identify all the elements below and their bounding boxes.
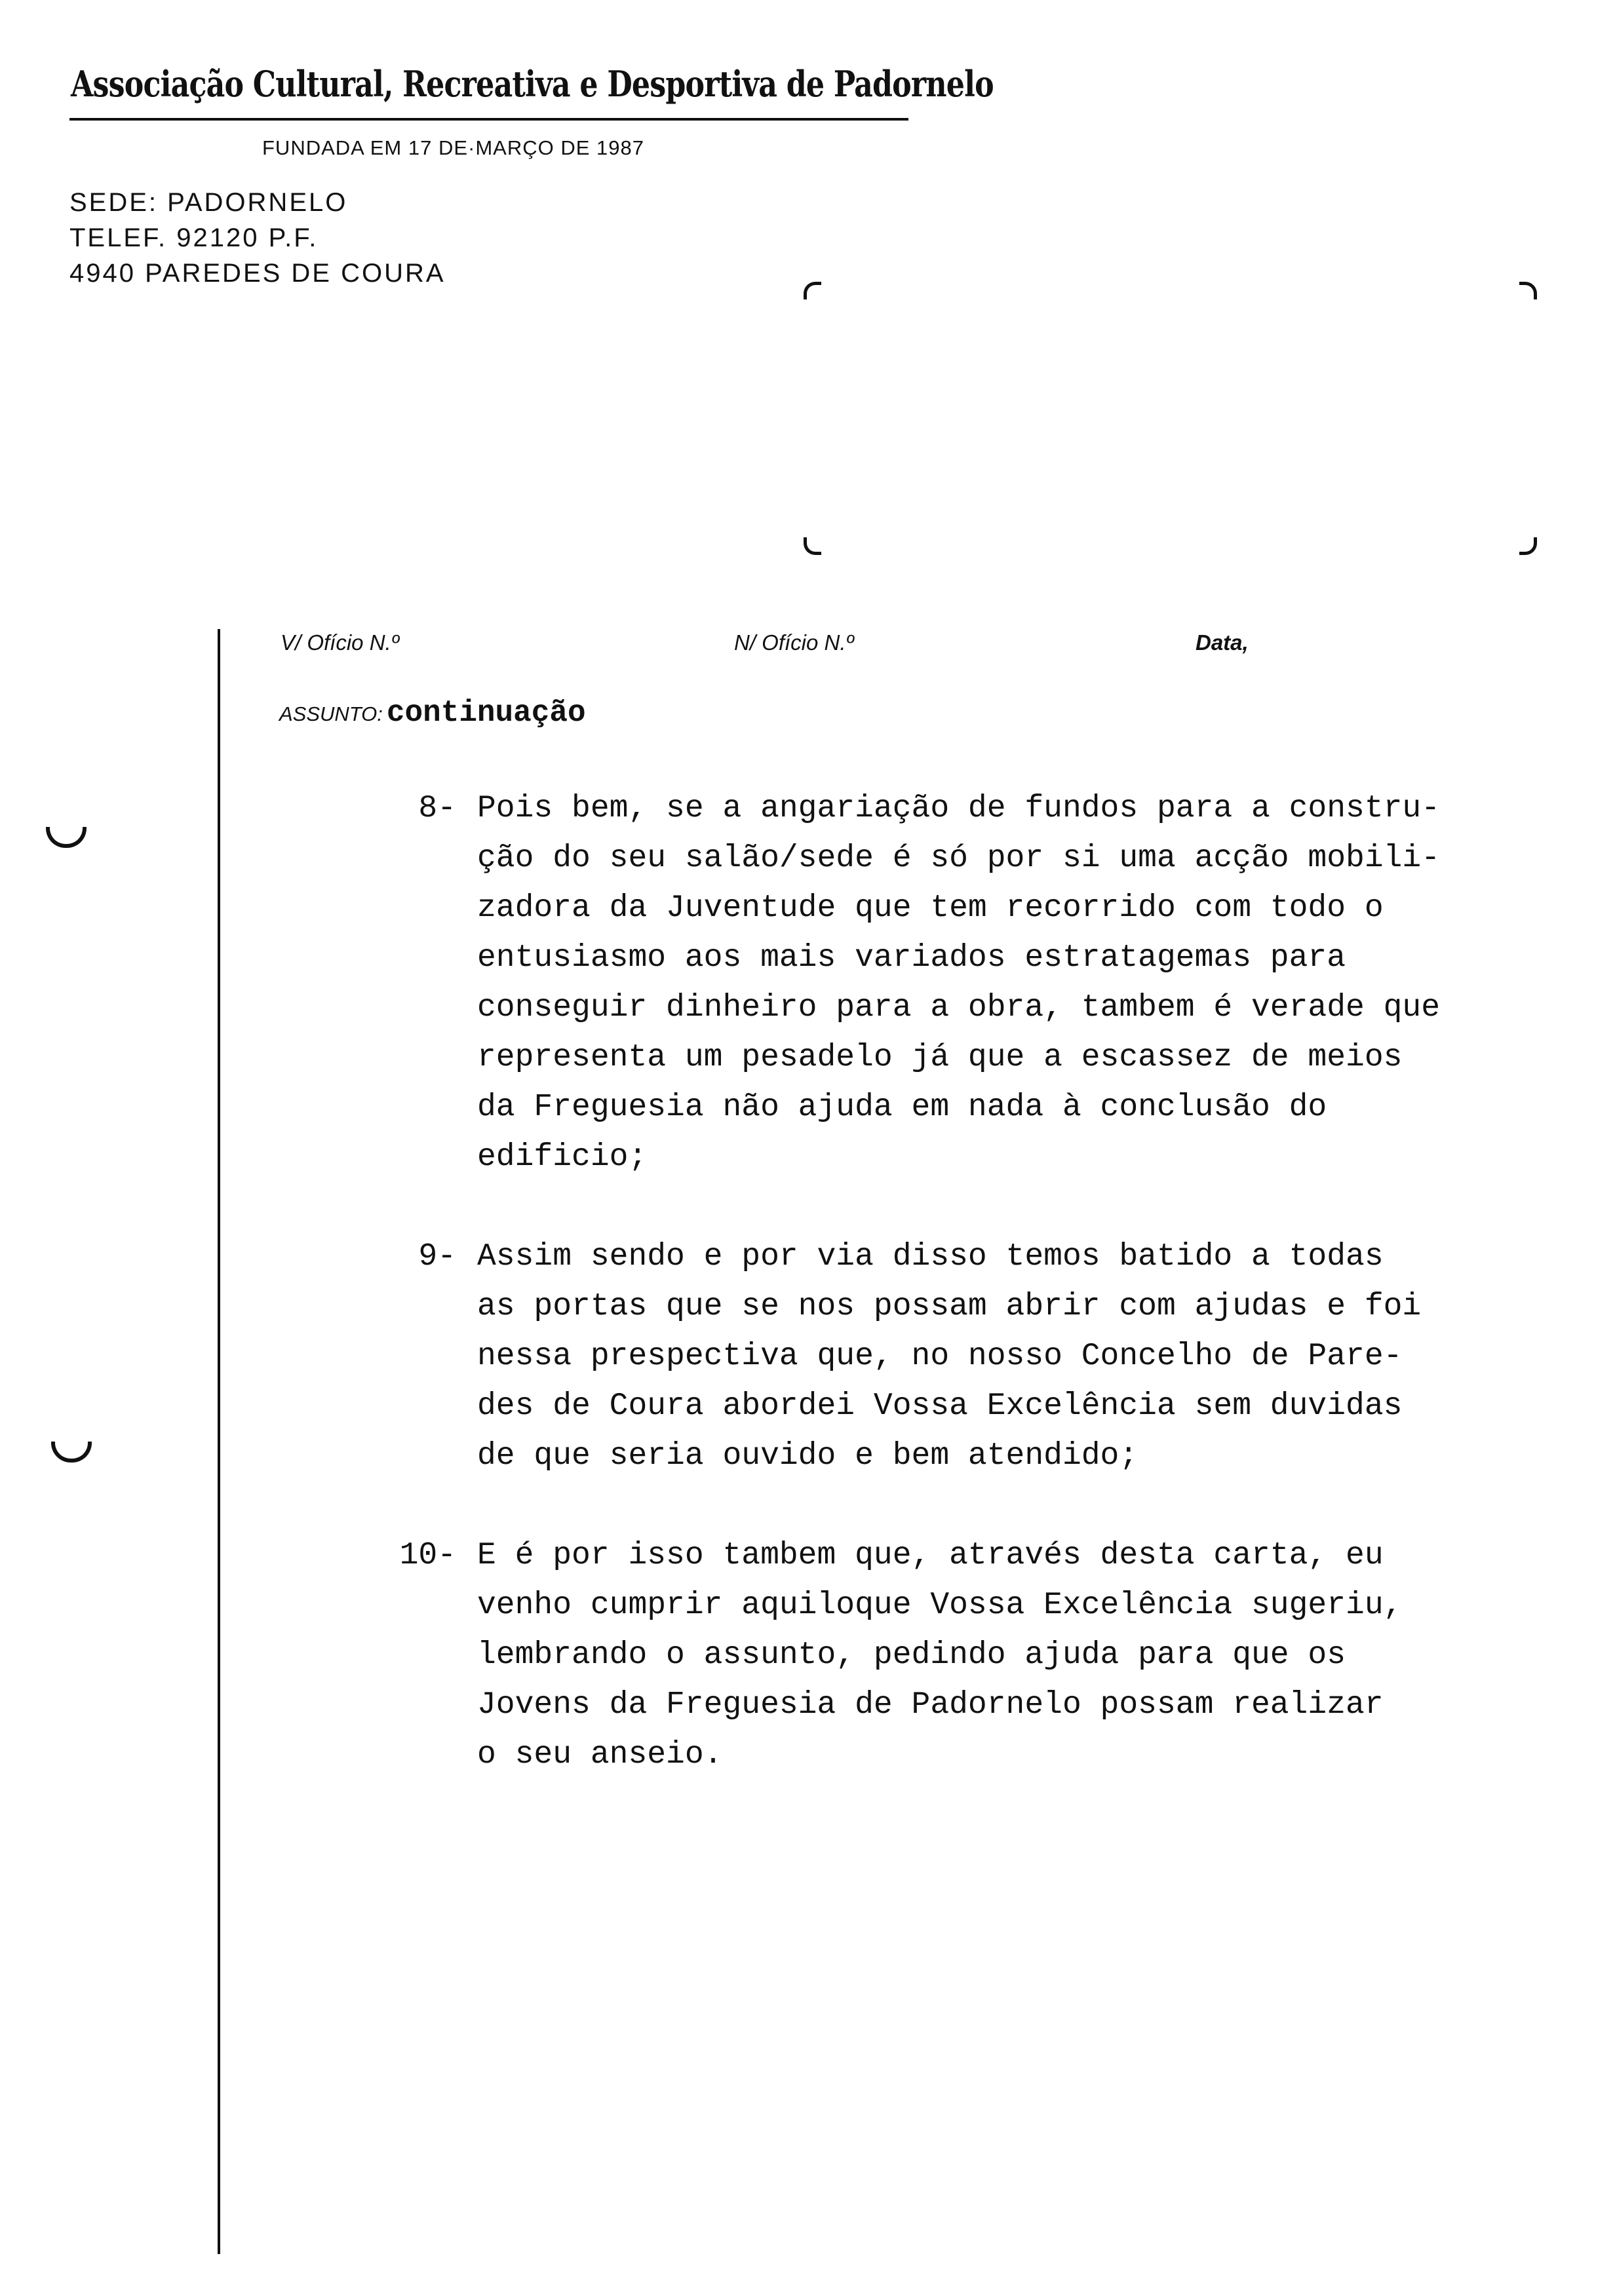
numbered-paragraph	[393, 784, 1547, 1182]
paragraph-text: Pois bem, se a angariação de fundos para a constru- ção do seu salão/sede é só por si uma acção mobili- zadora da Juventude que tem recorrido com todo o entusiasmo aos mais variados estratagemas para conseguir dinheiro para a obra, tambem é verade que representa um pesadelo já que a escassez de meios da Freguesia não ajuda em nada à conclusão do edificio;	[477, 791, 1441, 1175]
address-line-sede: SEDE: PADORNELO	[69, 188, 348, 217]
punch-hole-mark	[46, 827, 87, 848]
subject-label: ASSUNTO:	[279, 702, 383, 725]
paragraph-text: E é por isso tambem que, através desta carta, eu venho cumprir aquiloque Vossa Excelência sugeriu, lembrando o assunto, pedindo ajuda para que os Jovens da Freguesia de Padornelo possam realizar o seu anseio.	[477, 1538, 1403, 1772]
date-label: Data,	[1196, 630, 1249, 655]
v-oficio-label: V/ Ofício N.º	[281, 630, 399, 655]
address-window-corner-top-right	[1519, 282, 1537, 299]
title-underline	[69, 118, 908, 121]
subject-line	[279, 696, 586, 730]
address-window-corner-bottom-right	[1519, 537, 1537, 555]
paragraph-number: 8-	[418, 791, 456, 826]
founded-date: FUNDADA EM 17 DE·MARÇO DE 1987	[262, 136, 644, 159]
paragraph-number: 9-	[418, 1239, 456, 1274]
address-block	[69, 185, 446, 291]
subject-value: continuação	[386, 696, 586, 730]
left-margin-rule	[218, 629, 220, 2254]
address-window-corner-top-left	[804, 282, 821, 299]
paragraph-number: 10-	[399, 1538, 456, 1573]
numbered-paragraph	[393, 1531, 1547, 1780]
paragraph-text: Assim sendo e por via disso temos batido a todas as portas que se nos possam abrir com ajudas e foi nessa prespectiva que, no nosso Concelho de Pare- des de Coura abordei Vossa Excelência sem duvidas de que seria ouvido e bem atendido;	[477, 1239, 1422, 1474]
n-oficio-label: N/ Ofício N.º	[734, 630, 854, 655]
address-line-city: 4940 PAREDES DE COURA	[69, 259, 446, 288]
organization-title: Associação Cultural, Recreativa e Desportiva de Padornelo	[71, 63, 994, 105]
address-window-corner-bottom-left	[804, 537, 821, 555]
letter-body	[393, 784, 1547, 1829]
numbered-paragraph	[393, 1232, 1547, 1481]
punch-hole-mark	[51, 1442, 92, 1463]
address-line-phone: TELEF. 92120 P.F.	[69, 223, 319, 252]
